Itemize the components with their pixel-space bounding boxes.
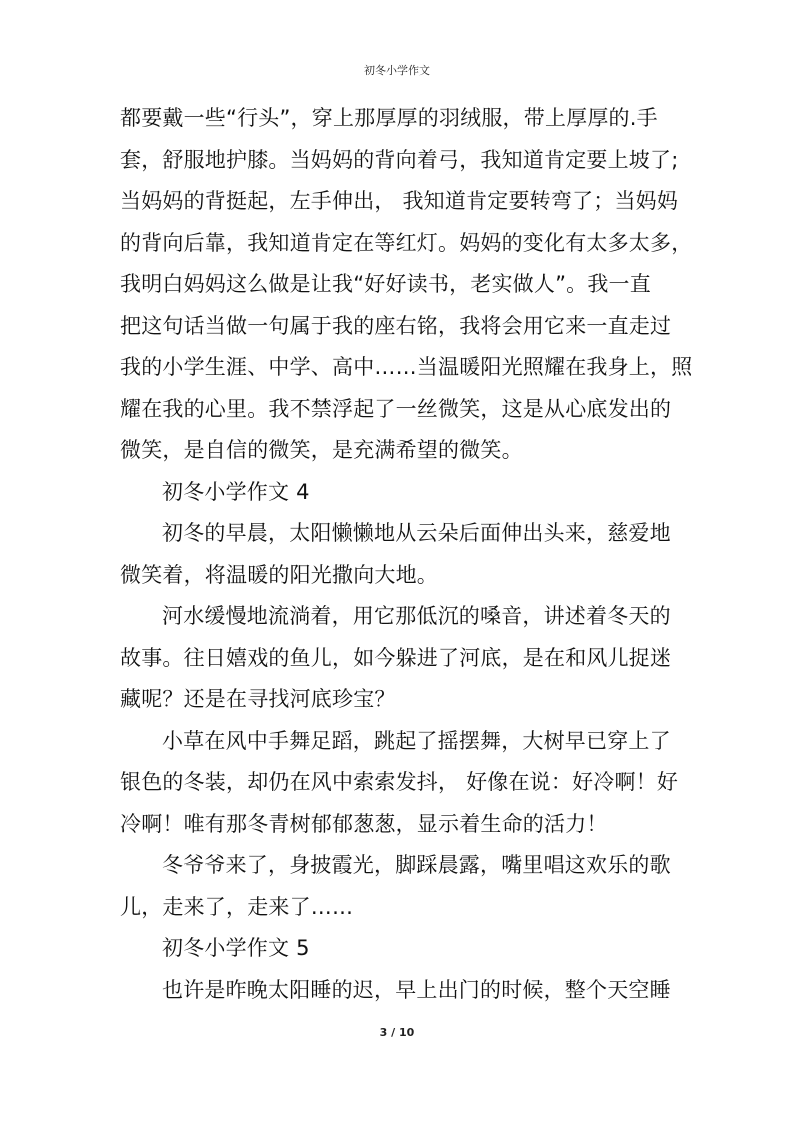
- text-line: 儿，走来了，走来了……: [120, 894, 354, 919]
- text-line: 微笑，是自信的微笑，是充满希望的微笑。: [120, 438, 523, 462]
- page-number: 3 / 10: [379, 1026, 415, 1039]
- text-line: 都要戴一些“行头”，穿上那厚厚的羽绒服，带上厚厚的.手: [120, 106, 658, 130]
- paragraph-start: 河水缓慢地流淌着，用它那低沉的嗓音，讲述着冬天的: [162, 604, 671, 628]
- text-line: 套，舒服地护膝。当妈妈的背向着弓，我知道肯定要上坡了;: [120, 147, 679, 172]
- text-line: 把这句话当做一句属于我的座右铭，我将会用它来一直走过: [120, 313, 672, 338]
- page-header: 初冬小学作文: [364, 64, 430, 77]
- paragraph-start: 也许是昨晚太阳睡的迟，早上出门的时候，整个天空睡: [162, 977, 671, 1002]
- paragraph-start: 小草在风中手舞足蹈，跳起了摇摆舞，大树早已穿上了: [162, 728, 671, 753]
- text-line: 耀在我的心里。我不禁浮起了一丝微笑，这是从心底发出的: [120, 396, 672, 421]
- text-line: 我明白妈妈这么做是让我“好好读书，老实做人”。我一直: [120, 272, 651, 296]
- text-line: 我的小学生涯、中学、高中……当温暖阳光照耀在我身上，照: [120, 355, 693, 379]
- section-heading: 初冬小学作文 4: [162, 479, 310, 504]
- text-line: 当妈妈的背挺起，左手伸出， 我知道肯定要转弯了；当妈妈: [120, 189, 679, 213]
- text-line: 故事。往日嬉戏的鱼儿，如今躲进了河底，是在和风儿捉迷: [120, 645, 672, 670]
- section-heading: 初冬小学作文 5: [162, 936, 310, 960]
- text-line: 银色的冬装，却仍在风中索索发抖， 好像在说：好冷啊！好: [120, 770, 679, 794]
- paragraph-start: 冬爷爷来了，身披霞光，脚踩晨露，嘴里唱这欢乐的歌: [162, 853, 671, 877]
- text-line: 冷啊！唯有那冬青树郁郁葱葱，显示着生命的活力！: [120, 811, 608, 836]
- paragraph-start: 初冬的早晨，太阳懒懒地从云朵后面伸出头来，慈爱地: [162, 521, 671, 545]
- text-line: 微笑着，将温暖的阳光撒向大地。: [120, 562, 438, 587]
- document-body: [120, 98, 693, 1011]
- text-line: 藏呢？还是在寻找河底珍宝？: [120, 687, 396, 711]
- text-line: 的背向后靠，我知道肯定在等红灯。妈妈的变化有太多太多，: [120, 230, 693, 255]
